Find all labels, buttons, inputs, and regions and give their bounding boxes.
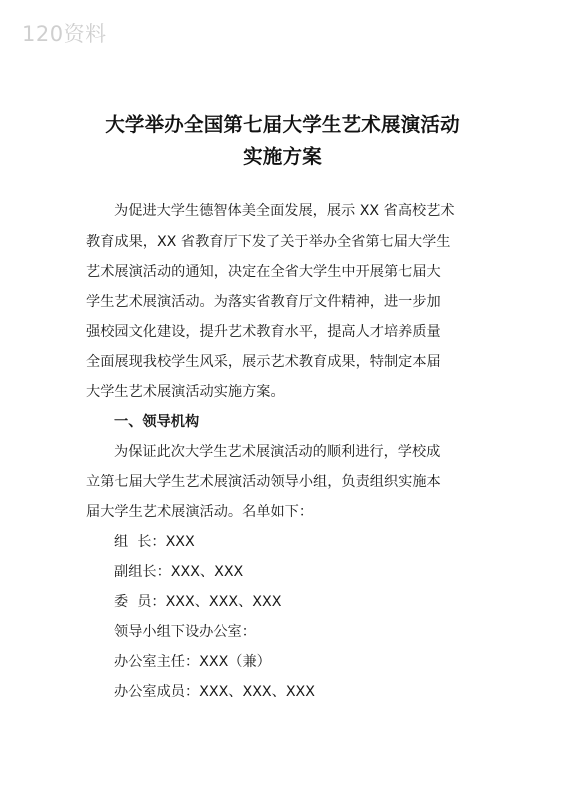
office-members: 办公室成员：XXX、XXX、XXX xyxy=(114,684,315,700)
member-committee: 委 员：XXX、XXX、XXX xyxy=(114,594,282,610)
paragraph-1-line-4: 学生艺术展演活动。为落实省教育厅文件精神，进一步加 xyxy=(86,294,441,310)
paragraph-1-line-5: 强校园文化建设，提升艺术教育水平，提高人才培养质量 xyxy=(86,324,441,340)
member-leader: 组 长：XXX xyxy=(114,534,195,550)
office-setup-note: 领导小组下设办公室： xyxy=(114,624,256,640)
paragraph-1-line-7: 大学生艺术展演活动实施方案。 xyxy=(86,384,285,400)
document-title-line-1: 大学举办全国第七届大学生艺术展演活动 xyxy=(105,113,460,136)
paragraph-2-line-1: 为保证此次大学生艺术展演活动的顺利进行，学校成 xyxy=(114,444,441,460)
watermark: 120资料 xyxy=(22,22,107,46)
paragraph-1-line-3: 艺术展演活动的通知，决定在全省大学生中开展第七届大 xyxy=(86,264,441,280)
office-director: 办公室主任：XXX（兼） xyxy=(114,654,271,670)
paragraph-1-line-1: 为促进大学生德智体美全面发展，展示 XX 省高校艺术 xyxy=(114,203,455,219)
paragraph-1-line-6: 全面展现我校学生风采，展示艺术教育成果，特制定本届 xyxy=(86,354,441,370)
member-deputy-leader: 副组长：XXX、XXX xyxy=(114,564,244,580)
paragraph-2-line-2: 立第七届大学生艺术展演活动领导小组，负责组织实施本 xyxy=(86,474,441,490)
section-1-heading: 一、领导机构 xyxy=(114,414,200,430)
document-title-line-2: 实施方案 xyxy=(243,145,322,168)
paragraph-2-line-3: 届大学生艺术展演活动。名单如下： xyxy=(86,504,314,520)
paragraph-1-line-2: 教育成果，XX 省教育厅下发了关于举办全省第七届大学生 xyxy=(86,234,451,250)
